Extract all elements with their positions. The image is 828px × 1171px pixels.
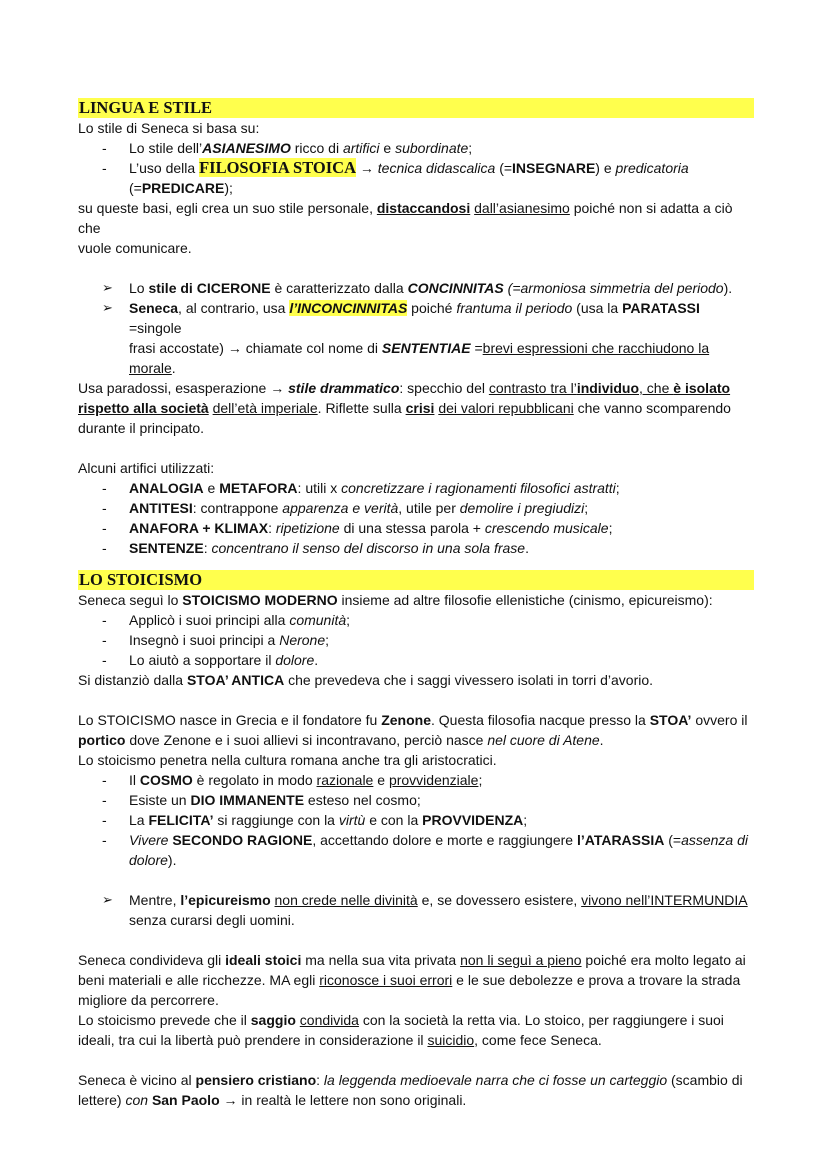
list-item: - Il COSMO è regolato in modo razionale e provvidenziale; — [102, 772, 483, 788]
section-heading-lingua-e-stile: LINGUA E STILE — [78, 98, 754, 118]
arrow-bullet-icon: ➢ — [102, 300, 113, 315]
paragraph: Lo stoicismo penetra nella cultura romana anche tra gli aristocratici. — [78, 752, 497, 768]
paragraph: Usa paradossi, esasperazione → stile drammatico: specchio del contrasto tra l’individuo, che è isolato rispetto alla società dell’età imperiale. Riflette sulla crisi dei valori repubblicani che vanno scomparendo durante il principato. — [78, 380, 731, 436]
list-item: ➢ Mentre, l’epicureismo non crede nelle divinità e, se dovessero esistere, vivono nell’INTERMUNDIA senza curarsi degli uomini. — [102, 892, 748, 928]
artifici-intro: Alcuni artifici utilizzati: — [78, 460, 215, 476]
stoic-principles-list — [78, 770, 754, 870]
list-item: - Lo aiutò a sopportare il dolore. — [102, 652, 319, 668]
paragraph: Seneca è vicino al pensiero cristiano: la leggenda medioevale narra che ci fosse un carteggio (scambio di lettere) con San Paolo → in realtà le lettere non sono originali. — [78, 1072, 743, 1108]
paragraph: Seneca condivideva gli ideali stoici ma nella sua vita privata non li seguì a pieno poiché era molto legato ai beni materiali e alle ricchezze. MA egli riconosce i suoi errori e le sue debolezze e prova a trovare la strada migliore da percorrere. — [78, 952, 746, 1008]
list-item: - Vivere SECONDO RAGIONE, accettando dolore e morte e raggiungere l’ATARASSIA (=assenza di dolore). — [102, 832, 749, 868]
highlight-inconcinnitas: l’INCONCINNITAS — [289, 300, 408, 316]
paragraph: su queste basi, egli crea un suo stile personale, distaccandosi dall’asianesimo poiché non si adatta a ciò che vuole comunicare. — [78, 200, 733, 256]
paragraph: Seneca seguì lo STOICISMO MODERNO insieme ad altre filosofie ellenistiche (cinismo, epicureismo): — [78, 592, 713, 608]
list-item: ➢ Seneca, al contrario, usa l’INCONCINNITAS poiché frantuma il periodo (usa la PARATASSI =singole frasi accostate) → chiamate col nome di SENTENTIAE =brevi espressioni che racchiudono la morale. — [102, 300, 710, 376]
paragraph: Lo stoicismo prevede che il saggio condivida con la società la retta via. Lo stoico, per raggiungere i suoi ideali, tra cui la libertà può prendere in considerazione il suicidio, come fece Seneca. — [78, 1012, 724, 1048]
epicureismo-list — [78, 890, 754, 930]
list-item: - Lo stile dell’ASIANESIMO ricco di artifici e subordinate; — [102, 140, 473, 156]
list-item: - SENTENZE: concentrano il senso del discorso in una sola frase. — [102, 540, 529, 556]
section-heading-lo-stoicismo: LO STOICISMO — [78, 570, 754, 590]
paragraph: Lo STOICISMO nasce in Grecia e il fondatore fu Zenone. Questa filosofia nacque presso la STOA’ ovvero il portico dove Zenone e i suoi allievi si incontravano, perciò nasce nel cuore di Atene. — [78, 712, 748, 748]
comparison-list — [78, 278, 754, 378]
intro-text: Lo stile di Seneca si basa su: — [78, 120, 260, 136]
seneca-actions-list — [78, 610, 754, 670]
paragraph: Si distanziò dalla STOA’ ANTICA che prevedeva che i saggi vivessero isolati in torri d’avorio. — [78, 672, 654, 688]
artifici-list — [78, 478, 754, 558]
list-item: - Applicò i suoi principi alla comunità; — [102, 612, 351, 628]
list-item: - ANAFORA + KLIMAX: ripetizione di una stessa parola + crescendo musicale; — [102, 520, 613, 536]
list-item: ➢ Lo stile di CICERONE è caratterizzato dalla CONCINNITAS (=armoniosa simmetria del periodo). — [102, 280, 733, 296]
list-item: - L’uso della FILOSOFIA STOICA → tecnica didascalica (=INSEGNARE) e predicatoria (=PREDICARE); — [102, 158, 689, 196]
list-item: - La FELICITA’ si raggiunge con la virtù e con la PROVVIDENZA; — [102, 812, 528, 828]
list-item: - ANALOGIA e METAFORA: utili x concretizzare i ragionamenti filosofici astratti; — [102, 480, 620, 496]
document-page — [78, 96, 754, 1110]
arrow-bullet-icon: ➢ — [102, 280, 113, 295]
list-item: - ANTITESI: contrappone apparenza e verità, utile per demolire i pregiudizi; — [102, 500, 589, 516]
list-item: - Insegnò i suoi principi a Nerone; — [102, 632, 330, 648]
arrow-bullet-icon: ➢ — [102, 892, 113, 907]
list-item: - Esiste un DIO IMMANENTE esteso nel cosmo; — [102, 792, 421, 808]
highlight-filosofia-stoica: FILOSOFIA STOICA — [199, 158, 357, 177]
style-basis-list — [78, 138, 754, 198]
